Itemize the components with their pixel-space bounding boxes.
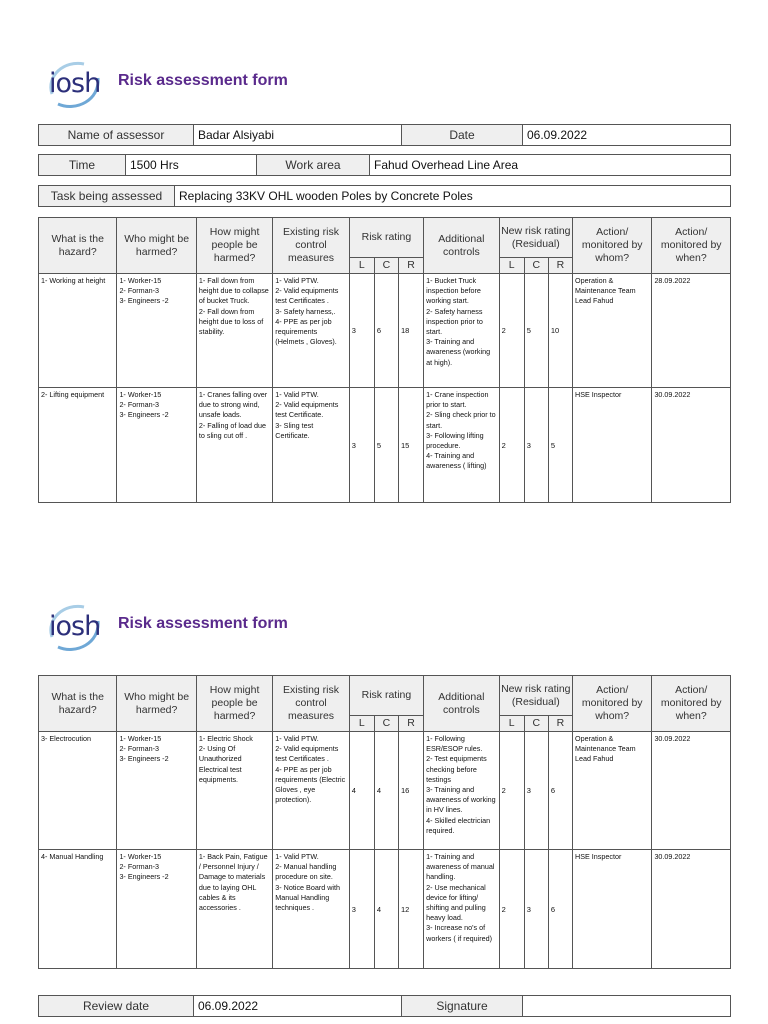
existing-cell: 1- Valid PTW. 2- Valid equipments test Certificates . 4- PPE as per job requirements (Electric Gloves , eye protection). [273,732,349,850]
col-action-whom: Action/ monitored by whom? [573,676,652,732]
col-l: L [349,258,374,274]
col-additional: Additional controls [424,218,499,274]
new-c-cell: 3 [524,388,548,503]
additional-cell: 1- Crane inspection prior to start. 2- Sling check prior to start. 3- Following lifting procedure. 4- Training and awareness ( lifting) [424,388,499,503]
who-cell: 1- Worker-15 2- Forman-3 3- Engineers -2 [117,732,196,850]
when-cell: 30.09.2022 [652,850,731,969]
iosh-logo [44,56,104,112]
task-row [38,185,731,207]
new-l-cell: 2 [499,732,524,850]
col-new-risk: New risk rating (Residual) [499,676,572,716]
col-existing: Existing risk control measures [273,218,349,274]
hazard-cell: 1- Working at height [39,274,117,388]
l-cell: 4 [349,732,374,850]
how-cell: 1- Fall down from height due to collapse of bucket Truck. 2- Fall down from height due to loss of stability. [196,274,272,388]
col-action-whom: Action/ monitored by whom? [573,218,652,274]
new-r-cell: 6 [548,850,572,969]
col-new-c: C [524,716,548,732]
review-signature-row [38,995,731,1017]
signature-label: Signature [402,996,523,1017]
col-existing: Existing risk control measures [273,676,349,732]
new-l-cell: 2 [499,850,524,969]
assessor-value: Badar Alsiyabi [194,125,402,146]
col-new-c: C [524,258,548,274]
col-who: Who might be harmed? [117,676,196,732]
col-c: C [374,716,398,732]
c-cell: 6 [374,274,398,388]
new-c-cell: 3 [524,732,548,850]
table-row [39,850,731,969]
new-l-cell: 2 [499,388,524,503]
assessor-label: Name of assessor [39,125,194,146]
risk-table-1 [38,217,731,503]
col-hazard: What is the hazard? [39,676,117,732]
col-hazard: What is the hazard? [39,218,117,274]
time-label: Time [39,155,126,176]
who-cell: 1- Worker-15 2- Forman-3 3- Engineers -2 [117,850,196,969]
col-r: R [398,716,423,732]
col-new-r: R [548,716,572,732]
table-row [39,388,731,503]
logo-text: iosh [49,68,101,99]
when-cell: 28.09.2022 [652,274,731,388]
whom-cell: Operation & Maintenance Team Lead Fahud [573,274,652,388]
new-r-cell: 6 [548,732,572,850]
col-c: C [374,258,398,274]
col-additional: Additional controls [424,676,499,732]
col-new-r: R [548,258,572,274]
col-l: L [349,716,374,732]
time-workarea-row [38,154,731,176]
col-risk-rating: Risk rating [349,218,423,258]
r-cell: 18 [398,274,423,388]
col-action-when: Action/ monitored by when? [652,676,731,732]
hazard-cell: 2- Lifting equipment [39,388,117,503]
existing-cell: 1- Valid PTW. 2- Valid equipments test Certificate. 3- Sling test Certificate. [273,388,349,503]
how-cell: 1- Electric Shock 2- Using Of Unauthorized Electrical test equipments. [196,732,272,850]
whom-cell: HSE Inspector [573,388,652,503]
signature-value [523,996,731,1017]
new-r-cell: 5 [548,388,572,503]
work-area-label: Work area [257,155,370,176]
additional-cell: 1- Training and awareness of manual handling. 2- Use mechanical device for lifting/ shifting and pulling heavy load. 3- Increase no's of workers ( if required) [424,850,499,969]
table-row [39,732,731,850]
c-cell: 5 [374,388,398,503]
iosh-logo [44,599,104,655]
assessor-date-row [38,124,731,146]
review-date-value: 06.09.2022 [194,996,402,1017]
r-cell: 16 [398,732,423,850]
time-value: 1500 Hrs [126,155,257,176]
l-cell: 3 [349,850,374,969]
col-risk-rating: Risk rating [349,676,423,716]
hazard-cell: 3- Electrocution [39,732,117,850]
col-how: How might people be harmed? [196,218,272,274]
l-cell: 3 [349,388,374,503]
new-c-cell: 5 [524,274,548,388]
col-new-risk: New risk rating (Residual) [499,218,572,258]
additional-cell: 1- Bucket Truck inspection before working start. 2- Safety harness inspection prior to start. 3- Training and awareness (working at high). [424,274,499,388]
c-cell: 4 [374,732,398,850]
r-cell: 12 [398,850,423,969]
new-c-cell: 3 [524,850,548,969]
when-cell: 30.09.2022 [652,388,731,503]
whom-cell: Operation & Maintenance Team Lead Fahud [573,732,652,850]
additional-cell: 1- Following ESR/ESOP rules. 2- Test equipments checking before testings 3- Training and awareness of working in HV lines. 4- Skilled electrician required. [424,732,499,850]
logo-text: iosh [49,611,101,642]
date-value: 06.09.2022 [523,125,731,146]
task-value: Replacing 33KV OHL wooden Poles by Concrete Poles [175,186,731,207]
hazard-cell: 4- Manual Handling [39,850,117,969]
date-label: Date [402,125,523,146]
r-cell: 15 [398,388,423,503]
col-who: Who might be harmed? [117,218,196,274]
task-label: Task being assessed [39,186,175,207]
existing-cell: 1- Valid PTW. 2- Manual handling procedure on site. 3- Notice Board with Manual Handling techniques . [273,850,349,969]
who-cell: 1- Worker-15 2- Forman-3 3- Engineers -2 [117,388,196,503]
how-cell: 1- Back Pain, Fatigue / Personnel Injury / Damage to materials due to laying OHL cables & its accessories . [196,850,272,969]
page-title: Risk assessment form [118,72,288,89]
review-date-label: Review date [39,996,194,1017]
col-how: How might people be harmed? [196,676,272,732]
table-row [39,274,731,388]
col-r: R [398,258,423,274]
new-r-cell: 10 [548,274,572,388]
how-cell: 1- Cranes falling over due to strong wind, unsafe loads. 2- Falling of load due to sling cut off . [196,388,272,503]
l-cell: 3 [349,274,374,388]
col-new-l: L [499,716,524,732]
new-l-cell: 2 [499,274,524,388]
work-area-value: Fahud Overhead Line Area [370,155,731,176]
col-action-when: Action/ monitored by when? [652,218,731,274]
when-cell: 30.09.2022 [652,732,731,850]
risk-table-2 [38,675,731,969]
who-cell: 1- Worker-15 2- Forman-3 3- Engineers -2 [117,274,196,388]
whom-cell: HSE Inspector [573,850,652,969]
page-title: Risk assessment form [118,615,288,632]
c-cell: 4 [374,850,398,969]
existing-cell: 1- Valid PTW. 2- Valid equipments test Certificates . 3- Safety harness,. 4- PPE as per job requirements (Helmets , Gloves). [273,274,349,388]
col-new-l: L [499,258,524,274]
